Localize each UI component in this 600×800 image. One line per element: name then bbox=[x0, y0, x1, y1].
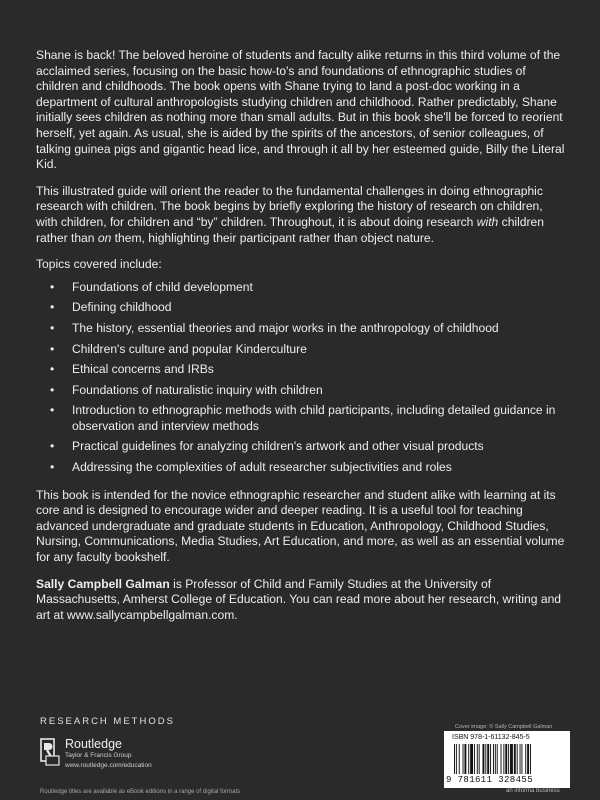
topic-text: Foundations of child development bbox=[72, 279, 253, 294]
barcode-bar bbox=[493, 744, 494, 774]
barcode-bar bbox=[490, 744, 491, 774]
bullet-icon: • bbox=[50, 362, 55, 377]
bullet-icon: • bbox=[50, 341, 55, 356]
barcode-bar bbox=[525, 744, 526, 774]
bullet-icon: • bbox=[50, 300, 55, 315]
author-bio-text: is Professor of Child and Family Studies at the University of Massachusetts, Amherst College of Education. You can read more about her research, writing and art at www.sallycampbellgalman.com. bbox=[36, 576, 562, 622]
bullet-icon: • bbox=[50, 382, 55, 397]
barcode-bar bbox=[479, 744, 480, 774]
barcode-bar bbox=[517, 744, 518, 774]
bullet-icon: • bbox=[50, 460, 55, 475]
author-name: Sally Campbell Galman bbox=[36, 576, 170, 591]
blurb-paragraph-3: This book is intended for the novice ethnographic researcher and student alike with learning at its core and is designed to encourage wider and deeper reading. It is a useful tool for teaching advanced undergraduate and graduate students in Education, Anthropology, Childhood Studies, Nursing, Communications, Media Studies, Art Education, and more, as well as an essential volume for any faculty bookshelf. bbox=[36, 487, 565, 565]
barcode-bar bbox=[521, 744, 522, 774]
topic-text: Ethical concerns and IRBs bbox=[72, 362, 214, 377]
emphasis-with: with bbox=[476, 214, 499, 229]
barcode bbox=[444, 731, 570, 788]
barcode-bar bbox=[501, 744, 502, 774]
topic-text: The history, essential theories and major works in the anthropology of childhood bbox=[72, 320, 499, 335]
informa-tagline: an informa business bbox=[506, 788, 560, 794]
blurb-text: them, highlighting their participant rather than object nature. bbox=[111, 230, 435, 245]
bullet-icon: • bbox=[50, 320, 55, 335]
topic-text: Practical guidelines for analyzing children's artwork and other visual products bbox=[72, 439, 484, 454]
isbn-text: ISBN 978-1-61132-845-5 bbox=[452, 734, 530, 741]
publisher-logo bbox=[40, 738, 152, 770]
routledge-logo-icon bbox=[40, 738, 60, 766]
barcode-bar bbox=[487, 744, 489, 774]
topic-item bbox=[36, 280, 566, 296]
barcode-bar bbox=[497, 744, 498, 774]
blurb-paragraph-2 bbox=[36, 184, 566, 246]
topic-text: Addressing the complexities of adult researcher subjectivities and roles bbox=[72, 460, 452, 475]
bullet-icon: • bbox=[50, 439, 55, 454]
barcode-bar bbox=[503, 744, 504, 774]
barcode-bar bbox=[454, 744, 455, 774]
topic-item bbox=[36, 460, 566, 476]
topic-item bbox=[36, 321, 566, 337]
barcode-bar bbox=[520, 744, 521, 774]
barcode-bar bbox=[495, 744, 496, 774]
blurb-text: This illustrated guide will orient the reader to the fundamental challenges in doing ethnographic research with children. The book begins by briefly exploring the history of research on children, with children, for children and “by” children. Throughout, it is about doing research bbox=[36, 183, 543, 229]
publisher-url: www.routledge.com/education bbox=[65, 762, 152, 769]
topics-list bbox=[36, 280, 566, 476]
blurb-paragraph-1: Shane is back! The beloved heroine of students and faculty alike returns in this third volume of the acclaimed series, focusing on the basic how-to's and foundations of ethnographic studies of children and childhoods. The book opens with Shane trying to land a post-doc working in a department of cultural anthropologists studying children and childhood. Rather predictably, Shane initially sees children as nothing more than small adults. But in this book she'll be forced to reorient herself, yet again. As usual, she is aided by the spirits of the ancestors, of senior colleagues, of talking guinea pigs and gigantic head lice, and through it all by her esteemed guide, Billy the Literal Kid. bbox=[36, 48, 565, 172]
topic-text: Foundations of naturalistic inquiry with children bbox=[72, 382, 323, 397]
blurb-text: children rather than bbox=[36, 214, 545, 245]
topic-text: Children's culture and popular Kinderculture bbox=[72, 341, 307, 356]
topic-item bbox=[36, 439, 566, 455]
topic-text: Introduction to ethnographic methods with child participants, including detailed guidance in observation and interview methods bbox=[72, 403, 556, 433]
barcode-bar bbox=[456, 744, 457, 774]
barcode-bar bbox=[505, 744, 507, 774]
publisher-name: Routledge bbox=[65, 737, 122, 751]
cover-credit: Cover image: © Sally Campbell Galman bbox=[455, 724, 553, 730]
barcode-bar bbox=[464, 744, 466, 774]
barcode-bar bbox=[510, 744, 513, 774]
author-bio bbox=[36, 577, 566, 624]
barcode-bar bbox=[468, 744, 469, 774]
barcode-bar bbox=[459, 744, 460, 774]
bullet-icon: • bbox=[50, 279, 55, 294]
barcode-bars bbox=[454, 744, 560, 774]
emphasis-on: on bbox=[97, 230, 112, 245]
series-label: RESEARCH METHODS bbox=[40, 716, 175, 727]
barcode-bar bbox=[477, 744, 478, 774]
barcode-bar bbox=[514, 744, 516, 774]
back-cover-text bbox=[36, 48, 566, 634]
barcode-bar bbox=[485, 744, 486, 774]
topics-intro: Topics covered include: bbox=[36, 257, 162, 272]
ebook-note: Routledge titles are available as eBook editions in a range of digital formats bbox=[40, 789, 241, 795]
topic-text: Defining childhood bbox=[72, 300, 172, 315]
topic-item bbox=[36, 362, 566, 378]
barcode-bar bbox=[470, 744, 473, 774]
barcode-bar bbox=[483, 744, 485, 774]
barcode-bar bbox=[474, 744, 475, 774]
publisher-group: Taylor & Francis Group bbox=[65, 752, 132, 759]
topic-item bbox=[36, 383, 566, 399]
barcode-number: 9 781611 328455 bbox=[446, 775, 534, 785]
bullet-icon: • bbox=[50, 403, 55, 418]
barcode-bar bbox=[530, 744, 531, 774]
publisher-text bbox=[65, 738, 152, 770]
topic-item bbox=[36, 403, 566, 434]
barcode-bar bbox=[527, 744, 529, 774]
topic-item bbox=[36, 300, 566, 316]
barcode-bar bbox=[508, 744, 509, 774]
barcode-bar bbox=[463, 744, 464, 774]
topic-item bbox=[36, 342, 566, 358]
